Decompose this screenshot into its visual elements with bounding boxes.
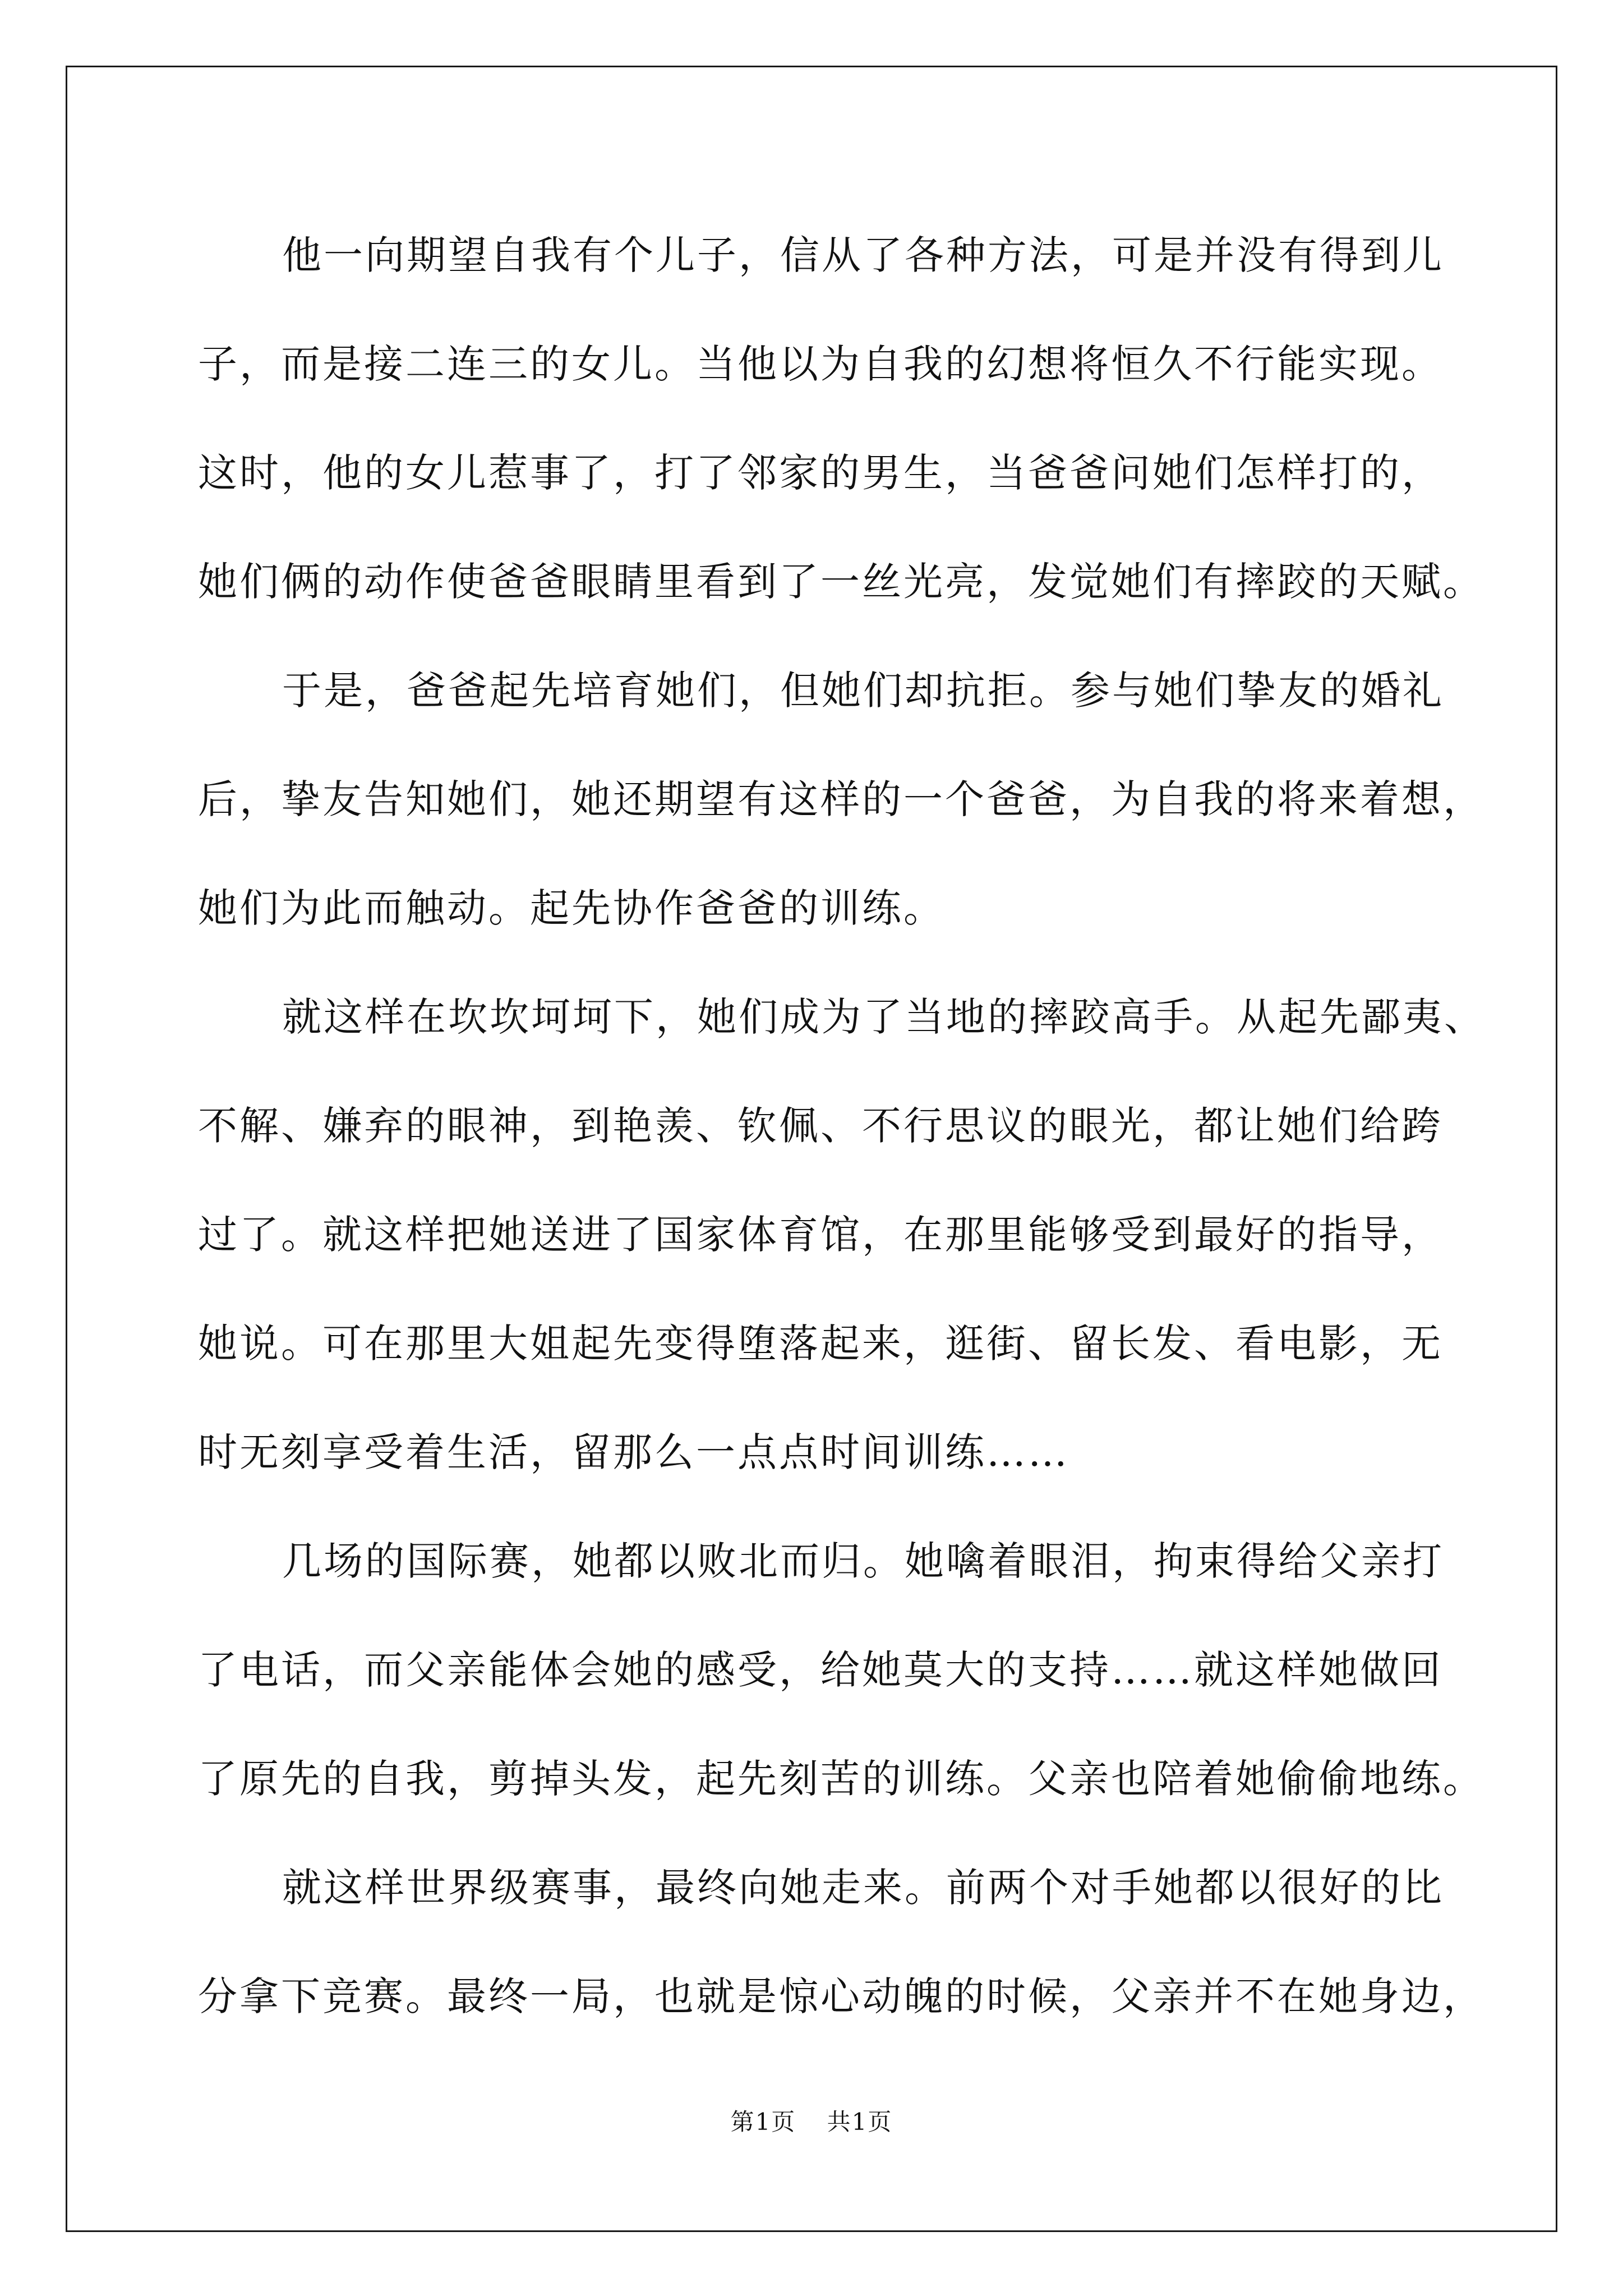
paragraph-line: 于是，爸爸起先培育她们，但她们却抗拒。参与她们挚友的婚礼 [282, 668, 1444, 714]
paragraph-line: 就这样世界级赛事，最终向她走来。前两个对手她都以很好的比 [282, 1865, 1444, 1911]
paragraph-line: 了电话，而父亲能体会她的感受，给她莫大的支持……就这样她做回 [198, 1647, 1443, 1693]
paragraph-line: 这时，他的女儿惹事了，打了邻家的男生，当爸爸问她们怎样打的， [198, 450, 1443, 496]
paragraph-line: 了原先的自我，剪掉头发，起先刻苦的训练。父亲也陪着她偷偷地练。 [198, 1756, 1484, 1802]
paragraph-line: 后，挚友告知她们，她还期望有这样的一个爸爸，为自我的将来着想， [198, 776, 1484, 822]
paragraph-line: 就这样在坎坎坷坷下，她们成为了当地的摔跤高手。从起先鄙夷、 [282, 994, 1486, 1040]
paragraph-line: 不解、嫌弃的眼神，到艳羡、钦佩、不行思议的眼光，都让她们给跨 [198, 1103, 1443, 1149]
paragraph-line: 时无刻享受着生活，留那么一点点时间训练…… [198, 1429, 1069, 1475]
paragraph-line: 他一向期望自我有个儿子，信从了各种方法，可是并没有得到儿 [282, 232, 1444, 278]
document-body [198, 213, 1486, 2063]
paragraph-line: 几场的国际赛，她都以败北而归。她噙着眼泪，拘束得给父亲打 [282, 1538, 1444, 1584]
page-footer [0, 2104, 1623, 2137]
paragraph-line: 分拿下竞赛。最终一局，也就是惊心动魄的时候，父亲并不在她身边， [198, 1973, 1484, 2019]
paragraph-line: 子，而是接二连三的女儿。当他以为自我的幻想将恒久不行能实现。 [198, 341, 1443, 387]
page-number: 第1页 [730, 2108, 796, 2136]
paragraph-line: 她们为此而触动。起先协作爸爸的训练。 [198, 885, 945, 931]
paragraph-line: 过了。就这样把她送进了国家体育馆，在那里能够受到最好的指导， [198, 1212, 1443, 1258]
paragraph-line: 她们俩的动作使爸爸眼睛里看到了一丝光亮，发觉她们有摔跤的天赋。 [198, 559, 1484, 605]
paragraph-line: 她说。可在那里大姐起先变得堕落起来，逛街、留长发、看电影，无 [198, 1320, 1443, 1366]
page-total: 共1页 [827, 2108, 893, 2136]
